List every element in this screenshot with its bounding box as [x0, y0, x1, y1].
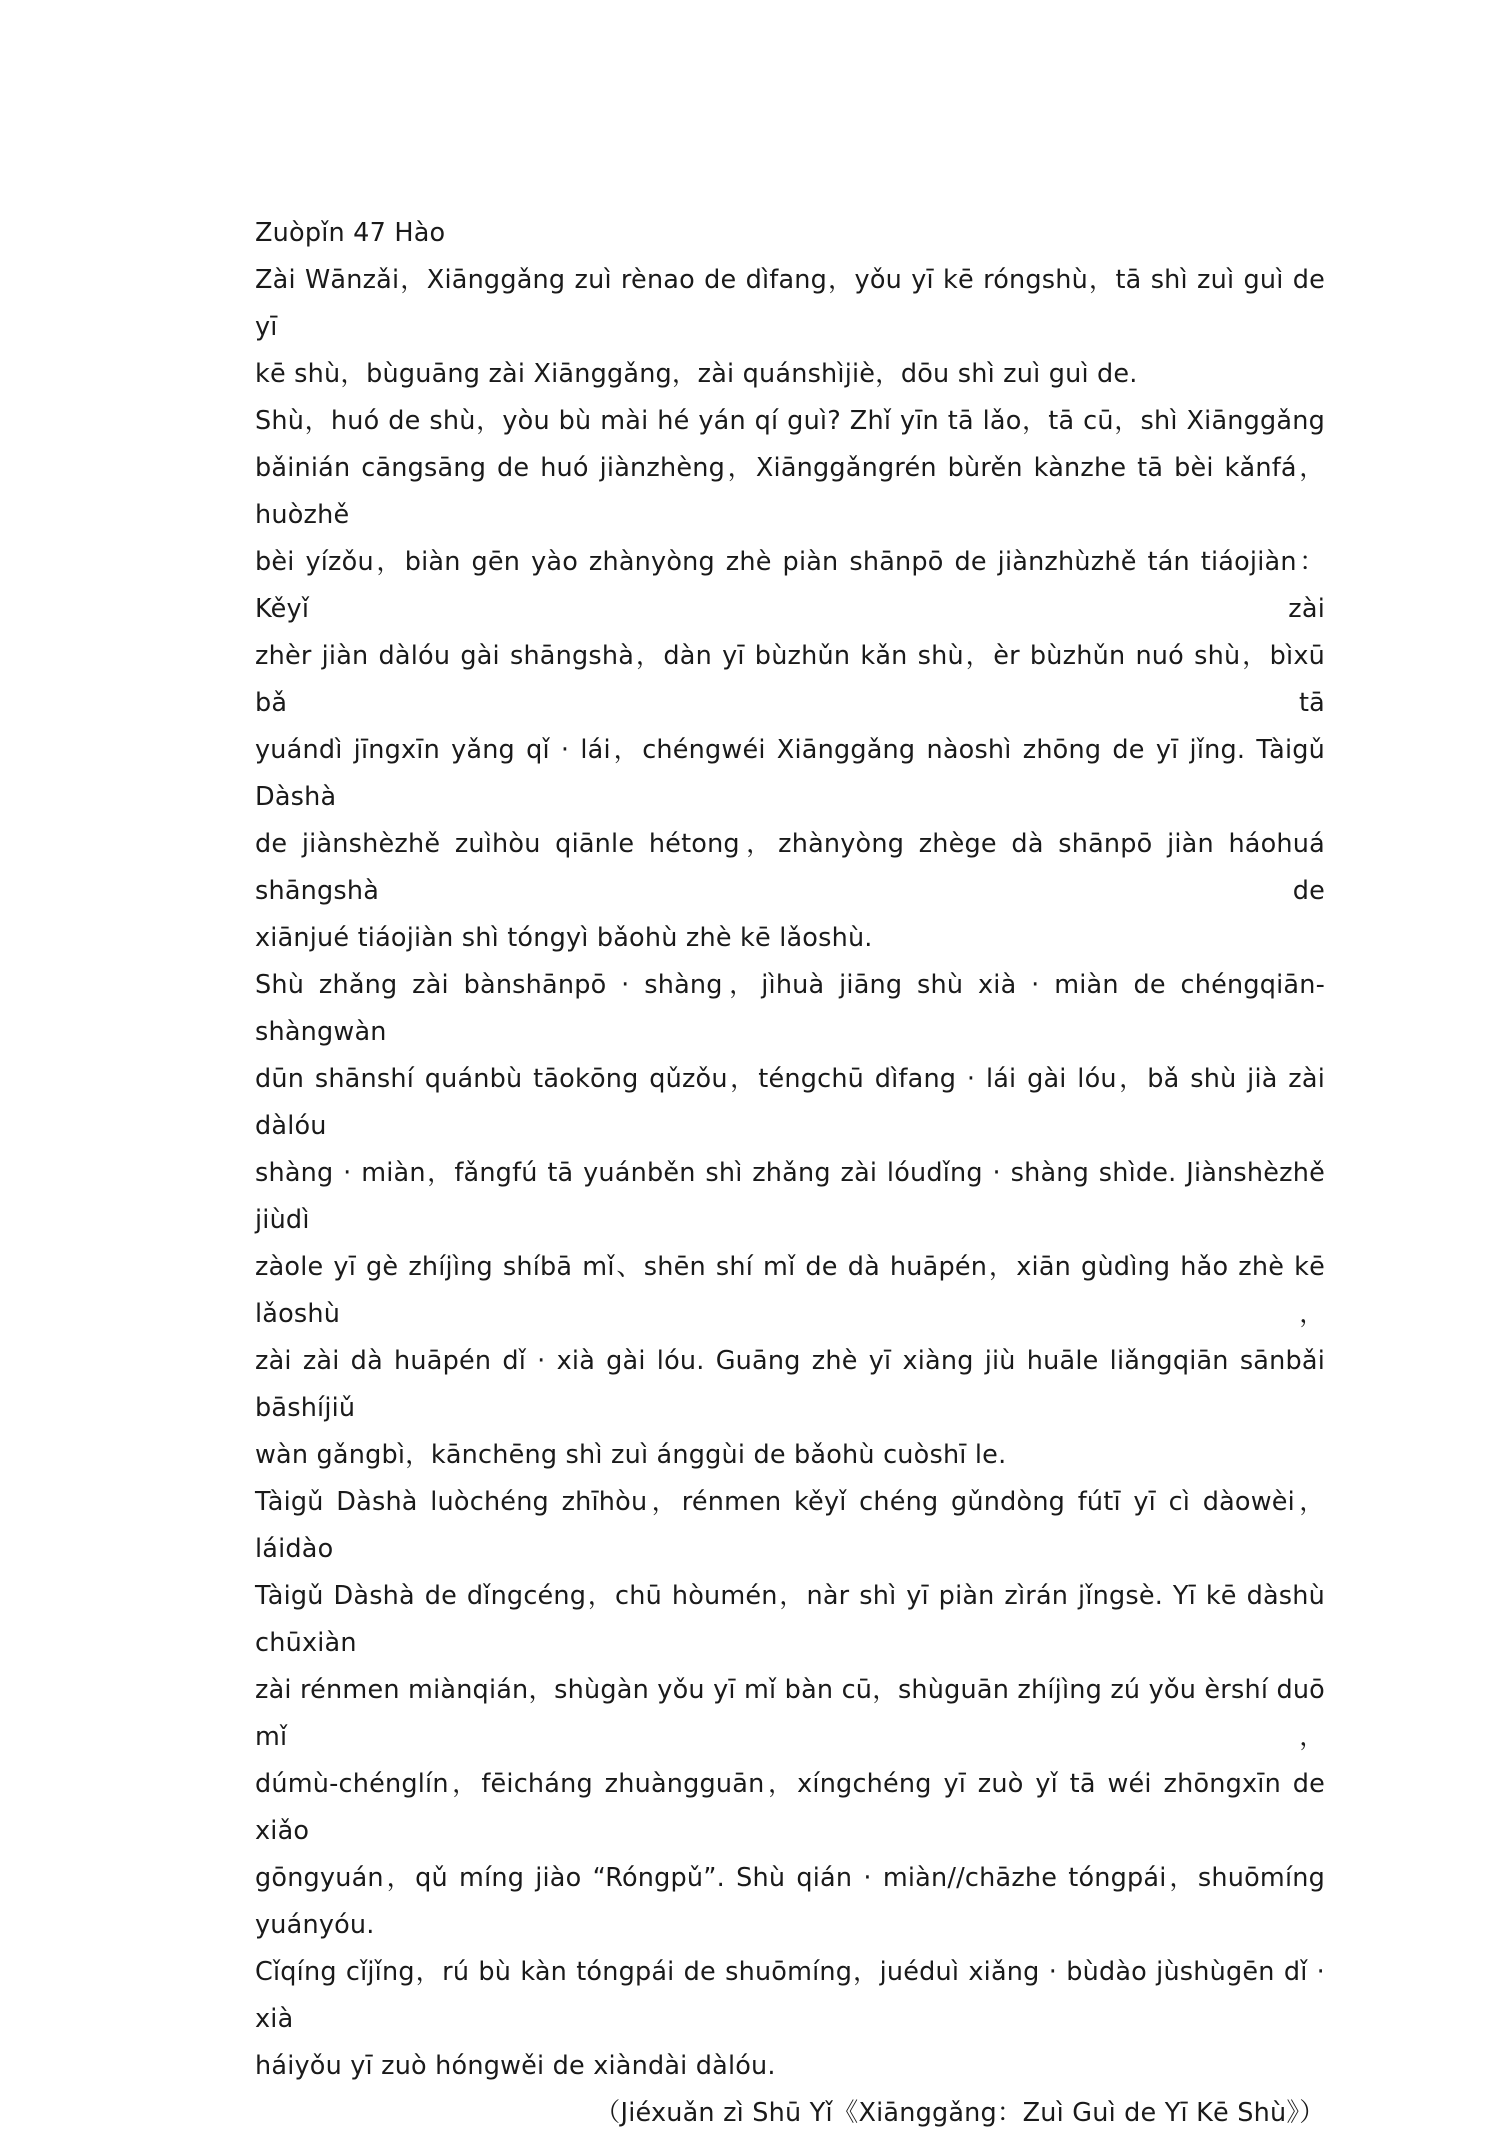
- text-line: zhèr jiàn dàlóu gài shāngshà，dàn yī bùzhǔn kǎn shù，èr bùzhǔn nuó shù，bìxū bǎ tā: [255, 641, 1325, 718]
- text-line: Tàigǔ Dàshà de dǐngcéng，chū hòumén，nàr shì yī piàn zìrán jǐngsè. Yī kē dàshù chūxiàn: [255, 1581, 1325, 1658]
- paragraph-4: [255, 1479, 1325, 2090]
- text-line: dúmù-chénglín，fēicháng zhuàngguān，xíngchéng yī zuò yǐ tā wéi zhōngxīn de xiǎo: [255, 1769, 1325, 1846]
- text-line: bèi yízǒu，biàn gēn yào zhànyòng zhè piàn shānpō de jiànzhùzhě tán tiáojiàn：Kěyǐ zài: [255, 547, 1325, 624]
- text-line: xiānjué tiáojiàn shì tóngyì bǎohù zhè kē lǎoshù.: [255, 923, 873, 953]
- text-line: Shù zhǎng zài bànshānpō · shàng，jìhuà jiāng shù xià · miàn de chéngqiān-shàngwàn: [255, 970, 1325, 1047]
- text-line: Tàigǔ Dàshà luòchéng zhīhòu，rénmen kěyǐ chéng gǔndòng fútī yī cì dàowèi，láidào: [255, 1487, 1325, 1564]
- paragraph-3: [255, 962, 1325, 1479]
- text-line: shàng · miàn，fǎngfú tā yuánběn shì zhǎng zài lóudǐng · shàng shìde. Jiànshèzhě jiùdì: [255, 1158, 1325, 1235]
- text-line: Zài Wānzǎi，Xiānggǎng zuì rènao de dìfang，yǒu yī kē róngshù，tā shì zuì guì de yī: [255, 265, 1325, 342]
- text-line: Shù，huó de shù，yòu bù mài hé yán qí guì? Zhǐ yīn tā lǎo，tā cū，shì Xiānggǎng: [255, 406, 1325, 436]
- document-title: Zuòpǐn 47 Hào: [255, 218, 446, 248]
- text-line: wàn gǎngbì，kānchēng shì zuì ánggùi de bǎohù cuòshī le.: [255, 1440, 1007, 1470]
- paragraph-1: [255, 257, 1325, 398]
- text-line: zài zài dà huāpén dǐ · xià gài lóu. Guāng zhè yī xiàng jiù huāle liǎngqiān sānbǎi bāshíjiǔ: [255, 1346, 1325, 1423]
- text-line: háiyǒu yī zuò hóngwěi de xiàndài dàlóu.: [255, 2051, 776, 2081]
- text-line: kē shù，bùguāng zài Xiānggǎng，zài quánshìjiè，dōu shì zuì guì de.: [255, 359, 1138, 389]
- text-line: bǎinián cāngsāng de huó jiànzhèng，Xiānggǎngrén bùrěn kànzhe tā bèi kǎnfá，huòzhě: [255, 453, 1325, 530]
- paragraph-2: [255, 398, 1325, 962]
- text-line: Cǐqíng cǐjǐng，rú bù kàn tóngpái de shuōmíng，juéduì xiǎng · bùdào jùshùgēn dǐ · xià: [255, 1957, 1325, 2034]
- text-line: zàole yī gè zhíjìng shíbā mǐ、shēn shí mǐ de dà huāpén，xiān gùdìng hǎo zhè kē lǎoshù，: [255, 1252, 1325, 1329]
- text-line: zài rénmen miànqián，shùgàn yǒu yī mǐ bàn cū，shùguān zhíjìng zú yǒu èrshí duō mǐ，: [255, 1675, 1325, 1752]
- document-content: [255, 210, 1325, 2137]
- text-line: yuándì jīngxīn yǎng qǐ · lái，chéngwéi Xiānggǎng nàoshì zhōng de yī jǐng. Tàigǔ Dàshà: [255, 735, 1325, 812]
- text-line: de jiànshèzhě zuìhòu qiānle hétong，zhànyòng zhège dà shānpō jiàn háohuá shāngshà de: [255, 829, 1325, 906]
- text-line: gōngyuán，qǔ míng jiào “Róngpǔ”. Shù qián · miàn//chāzhe tóngpái，shuōmíng yuányóu.: [255, 1863, 1325, 1940]
- source-citation: （Jiéxuǎn zì Shū Yǐ《Xiānggǎng：Zuì Guì de Yī Kē Shù》）: [594, 2098, 1325, 2128]
- text-line: dūn shānshí quánbù tāokōng qǔzǒu，téngchū dìfang · lái gài lóu，bǎ shù jià zài dàlóu: [255, 1064, 1325, 1141]
